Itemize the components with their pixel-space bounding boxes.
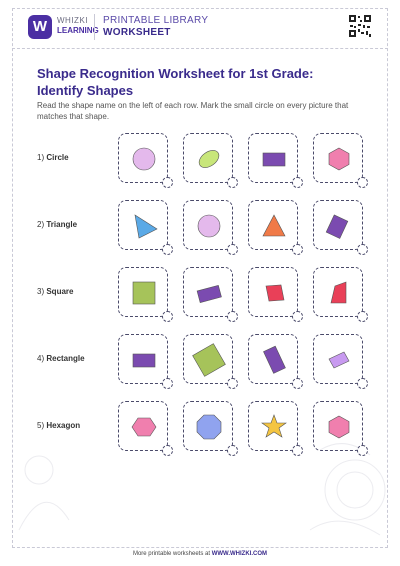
row-label-hexagon <box>37 421 80 430</box>
worksheet-title: Shape Recognition Worksheet for 1st Grade: Identify Shapes <box>37 66 314 98</box>
row-number: 1) <box>37 153 47 162</box>
footer-url[interactable]: WWW.WHIZKI.COM <box>211 551 268 557</box>
triangle-right-shape-icon <box>119 201 169 251</box>
shape-card <box>313 334 363 384</box>
row-number: 4) <box>37 354 47 363</box>
answer-circle[interactable] <box>162 244 173 255</box>
shape-card <box>248 200 298 250</box>
answer-circle[interactable] <box>292 177 303 188</box>
row-shape-name: Circle <box>46 153 69 162</box>
answer-circle[interactable] <box>162 177 173 188</box>
shape-card <box>248 334 298 384</box>
shape-card <box>313 267 363 317</box>
qr-code-icon <box>348 14 372 38</box>
hexagon-shape-icon <box>314 402 364 452</box>
shape-card <box>118 133 168 183</box>
shape-card <box>313 200 363 250</box>
shape-card <box>313 133 363 183</box>
answer-circle[interactable] <box>162 378 173 389</box>
answer-circle[interactable] <box>162 311 173 322</box>
answer-circle[interactable] <box>162 445 173 456</box>
row-label-triangle <box>37 220 77 229</box>
header-divider <box>12 48 388 49</box>
footer-prefix: More printable worksheets at <box>132 551 211 557</box>
tilted-rect-small-shape-icon <box>184 268 234 318</box>
answer-circle[interactable] <box>292 244 303 255</box>
brand-logo-icon: W <box>28 15 52 39</box>
row-shape-name: Hexagon <box>46 421 81 430</box>
row-shape-name: Triangle <box>46 220 78 229</box>
triangle-shape-icon <box>249 201 299 251</box>
tilted-rect-tall-shape-icon <box>249 335 299 385</box>
ellipse-shape-icon <box>184 134 234 184</box>
shape-card <box>183 200 233 250</box>
octagon-shape-icon <box>184 402 234 452</box>
brand-name <box>57 16 99 36</box>
square-shape-icon <box>119 268 169 318</box>
quad-shape-icon <box>249 268 299 318</box>
circle-shape-icon <box>184 201 234 251</box>
header-vertical-divider <box>94 14 95 40</box>
row-shape-name: Square <box>46 287 74 296</box>
row-label-rectangle <box>37 354 85 363</box>
shape-card <box>183 133 233 183</box>
worksheet-label: WORKSHEET <box>103 27 171 38</box>
answer-circle[interactable] <box>292 378 303 389</box>
instructions-text: Read the shape name on the left of each row. Mark the small circle on every picture that matches that shape. <box>37 101 349 121</box>
answer-circle[interactable] <box>292 311 303 322</box>
footer <box>0 551 400 557</box>
shape-card <box>183 334 233 384</box>
hexagon-shape-icon <box>314 134 364 184</box>
brand-line-2: LEARNING <box>57 26 99 35</box>
shape-card <box>183 401 233 451</box>
row-number: 2) <box>37 220 47 229</box>
answer-circle[interactable] <box>357 445 368 456</box>
shape-card <box>248 133 298 183</box>
row-number: 5) <box>37 421 47 430</box>
star-shape-icon <box>249 402 299 452</box>
answer-circle[interactable] <box>292 445 303 456</box>
circle-shape-icon <box>119 134 169 184</box>
answer-circle[interactable] <box>227 177 238 188</box>
rectangle-shape-icon <box>119 335 169 385</box>
row-shape-name: Rectangle <box>46 354 85 363</box>
shape-card <box>118 334 168 384</box>
rhombus-shape-icon <box>314 335 364 385</box>
rectangle-shape-icon <box>249 134 299 184</box>
tilted-rect-shape-icon <box>314 201 364 251</box>
quad-tall-shape-icon <box>314 268 364 318</box>
row-number: 3) <box>37 287 47 296</box>
shape-card <box>248 267 298 317</box>
hexagon-wide-shape-icon <box>119 402 169 452</box>
shape-card <box>183 267 233 317</box>
shape-card <box>248 401 298 451</box>
answer-circle[interactable] <box>357 177 368 188</box>
library-label: PRINTABLE LIBRARY <box>103 15 209 26</box>
decorative-doodle-icon <box>14 440 74 540</box>
shape-card <box>313 401 363 451</box>
shape-card <box>118 401 168 451</box>
answer-circle[interactable] <box>227 378 238 389</box>
answer-circle[interactable] <box>227 311 238 322</box>
answer-circle[interactable] <box>227 445 238 456</box>
brand-line-1: WHIZKI <box>57 16 88 25</box>
shape-card <box>118 267 168 317</box>
row-label-square <box>37 287 73 296</box>
row-label-circle <box>37 153 69 162</box>
tilted-square-shape-icon <box>184 335 234 385</box>
answer-circle[interactable] <box>227 244 238 255</box>
shape-card <box>118 200 168 250</box>
answer-circle[interactable] <box>357 311 368 322</box>
answer-circle[interactable] <box>357 244 368 255</box>
answer-circle[interactable] <box>357 378 368 389</box>
